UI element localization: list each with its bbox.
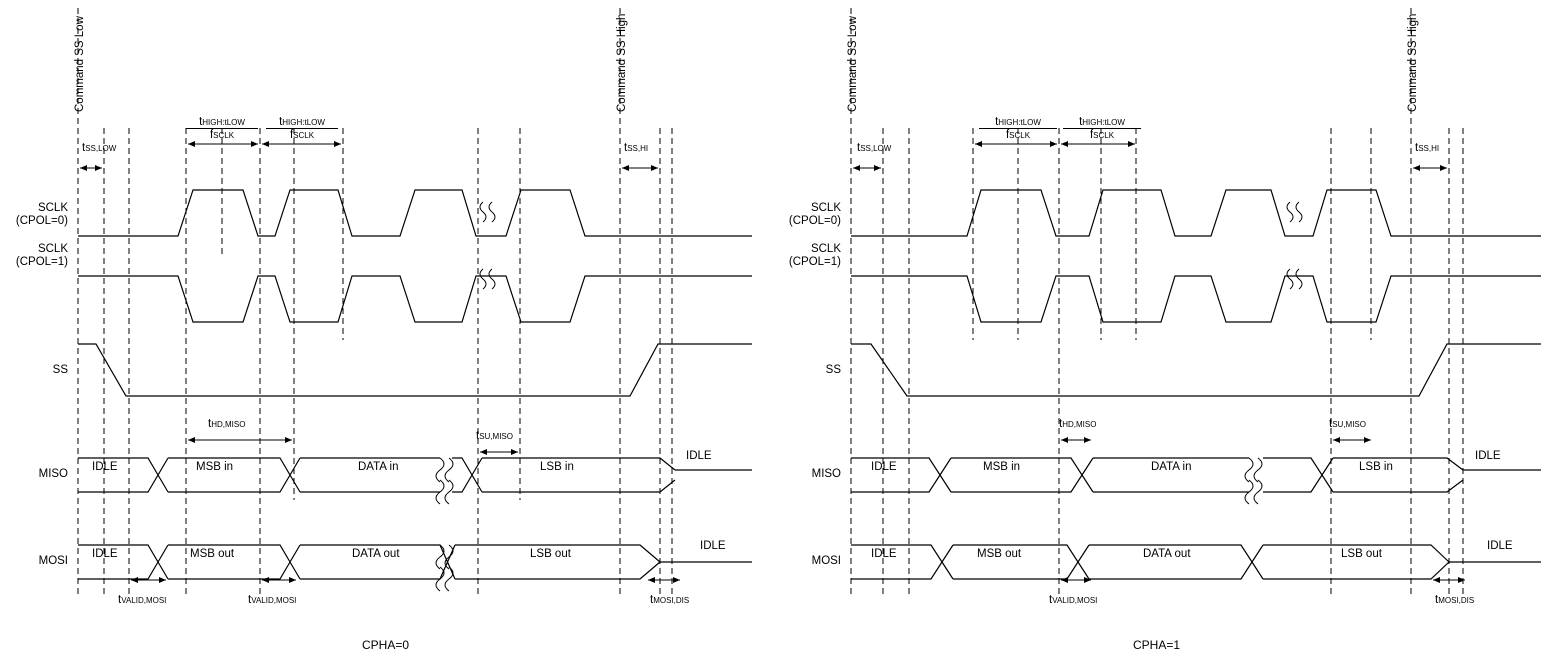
miso-field-idle-end: IDLE — [686, 450, 712, 462]
row-label-sclk-cpol0: SCLK (CPOL=0) — [788, 202, 841, 228]
mosi-field-msb-out: MSB out — [977, 548, 1022, 560]
fraction-thigh-tlow-fsclk-2: tHIGH:tLOW fSCLK — [266, 116, 338, 141]
annotation-command-ss-high: Command SS High — [1407, 13, 1419, 112]
miso-field-msb-in: MSB in — [196, 461, 234, 473]
mosi-field-msb-out: MSB out — [190, 548, 235, 560]
fraction-thigh-tlow-fsclk-1: tHIGH:tLOW fSCLK — [186, 116, 258, 141]
miso-field-data-in: DATA in — [358, 461, 399, 473]
waveform-canvas-cpha1 — [771, 0, 1542, 662]
fraction-thigh-tlow-fsclk-1: tHIGH:tLOW fSCLK — [979, 116, 1057, 141]
timing-label-t-hd-miso: tHD,MISO — [1059, 418, 1097, 430]
timing-label-t-ss-hi: tSS,HI — [1415, 142, 1440, 154]
miso-field-lsb-in: LSB in — [1359, 461, 1393, 473]
timing-label-t-ss-hi: tSS,HI — [624, 142, 649, 154]
timing-label-t-ss-low: tSS,LOW — [857, 142, 892, 154]
row-label-sclk-cpol1: SCLK (CPOL=1) — [15, 243, 68, 269]
row-label-sclk-cpol1: SCLK (CPOL=1) — [788, 243, 841, 269]
row-label-miso: MISO — [38, 468, 68, 480]
mosi-field-idle-end: IDLE — [1487, 540, 1513, 552]
timing-label-t-su-miso: tSU,MISO — [476, 430, 513, 442]
row-label-ss: SS — [52, 364, 68, 376]
row-label-miso: MISO — [811, 468, 841, 480]
row-label-sclk-cpol0: SCLK (CPOL=0) — [15, 202, 68, 228]
row-label-ss: SS — [825, 364, 841, 376]
mosi-field-lsb-out: LSB out — [1341, 548, 1382, 560]
annotation-command-ss-low: Command SS Low — [847, 16, 859, 112]
mosi-field-idle-start: IDLE — [92, 548, 118, 560]
row-label-mosi: MOSI — [811, 555, 841, 567]
mosi-field-idle-end: IDLE — [700, 540, 726, 552]
miso-field-idle-start: IDLE — [92, 461, 118, 473]
timing-label-t-valid-mosi-1: tVALID,MOSI — [118, 594, 167, 606]
panel-caption-cpha1: CPHA=1 — [1132, 638, 1181, 652]
miso-field-data-in: DATA in — [1151, 461, 1192, 473]
mosi-field-data-out: DATA out — [1143, 548, 1191, 560]
fraction-thigh-tlow-fsclk-2: tHIGH:tLOW fSCLK — [1063, 116, 1141, 141]
timing-label-t-ss-low: tSS,LOW — [82, 142, 117, 154]
annotation-command-ss-low: Command SS Low — [74, 16, 86, 112]
mosi-field-idle-start: IDLE — [871, 548, 897, 560]
mosi-field-lsb-out: LSB out — [530, 548, 571, 560]
timing-label-t-valid-mosi-1: tVALID,MOSI — [1049, 594, 1098, 606]
panel-cpha1 — [771, 0, 1542, 662]
timing-label-t-hd-miso: tHD,MISO — [208, 418, 246, 430]
miso-field-idle-end: IDLE — [1475, 450, 1501, 462]
panel-caption-cpha0: CPHA=0 — [361, 638, 410, 652]
timing-label-t-su-miso: tSU,MISO — [1329, 418, 1366, 430]
annotation-command-ss-high: Command SS High — [616, 13, 628, 112]
mosi-field-data-out: DATA out — [352, 548, 400, 560]
timing-label-t-mosi-dis: tMOSI,DIS — [1435, 594, 1475, 606]
miso-field-lsb-in: LSB in — [540, 461, 574, 473]
timing-label-t-mosi-dis: tMOSI,DIS — [650, 594, 690, 606]
miso-field-idle-start: IDLE — [871, 461, 897, 473]
row-label-mosi: MOSI — [38, 555, 68, 567]
miso-field-msb-in: MSB in — [983, 461, 1021, 473]
timing-label-t-valid-mosi-2: tVALID,MOSI — [248, 594, 297, 606]
